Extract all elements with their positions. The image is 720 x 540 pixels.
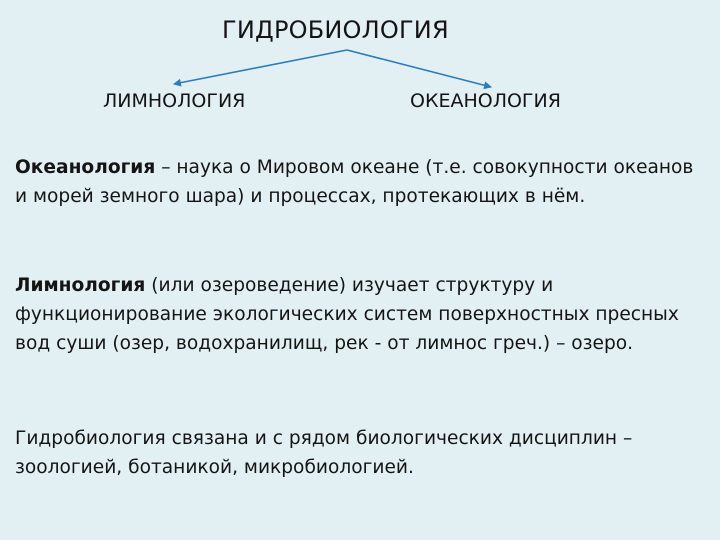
arrow-to-oceanology xyxy=(347,50,491,87)
definition-oceanology: – наука о Мировом океане (т.е. совокупности океанов и морей земного шара) и процессах, протекающих в нём. xyxy=(15,157,694,207)
definition-limnology: (или озероведение) изучает структуру и функционирование экологических систем поверхностных пресных вод суши (озер, водохранилищ, рек - от лимнос греч.) – озеро. xyxy=(15,275,679,354)
hydrobiology-relations-text: Гидробиология связана и с рядом биологических дисциплин – зоологией, ботаникой, микробиологией. xyxy=(15,428,633,478)
paragraph-hydrobiology-relations xyxy=(15,424,705,482)
paragraph-oceanology xyxy=(15,153,705,211)
arrow-to-limnology xyxy=(174,50,347,84)
paragraph-limnology xyxy=(15,271,705,358)
term-limnology: Лимнология xyxy=(15,275,146,296)
branch-limnology: ЛИМНОЛОГИЯ xyxy=(103,90,246,112)
slide-title: ГИДРОБИОЛОГИЯ xyxy=(222,16,449,44)
term-oceanology: Океанология xyxy=(15,157,156,178)
branch-oceanology: ОКЕАНОЛОГИЯ xyxy=(410,90,561,112)
